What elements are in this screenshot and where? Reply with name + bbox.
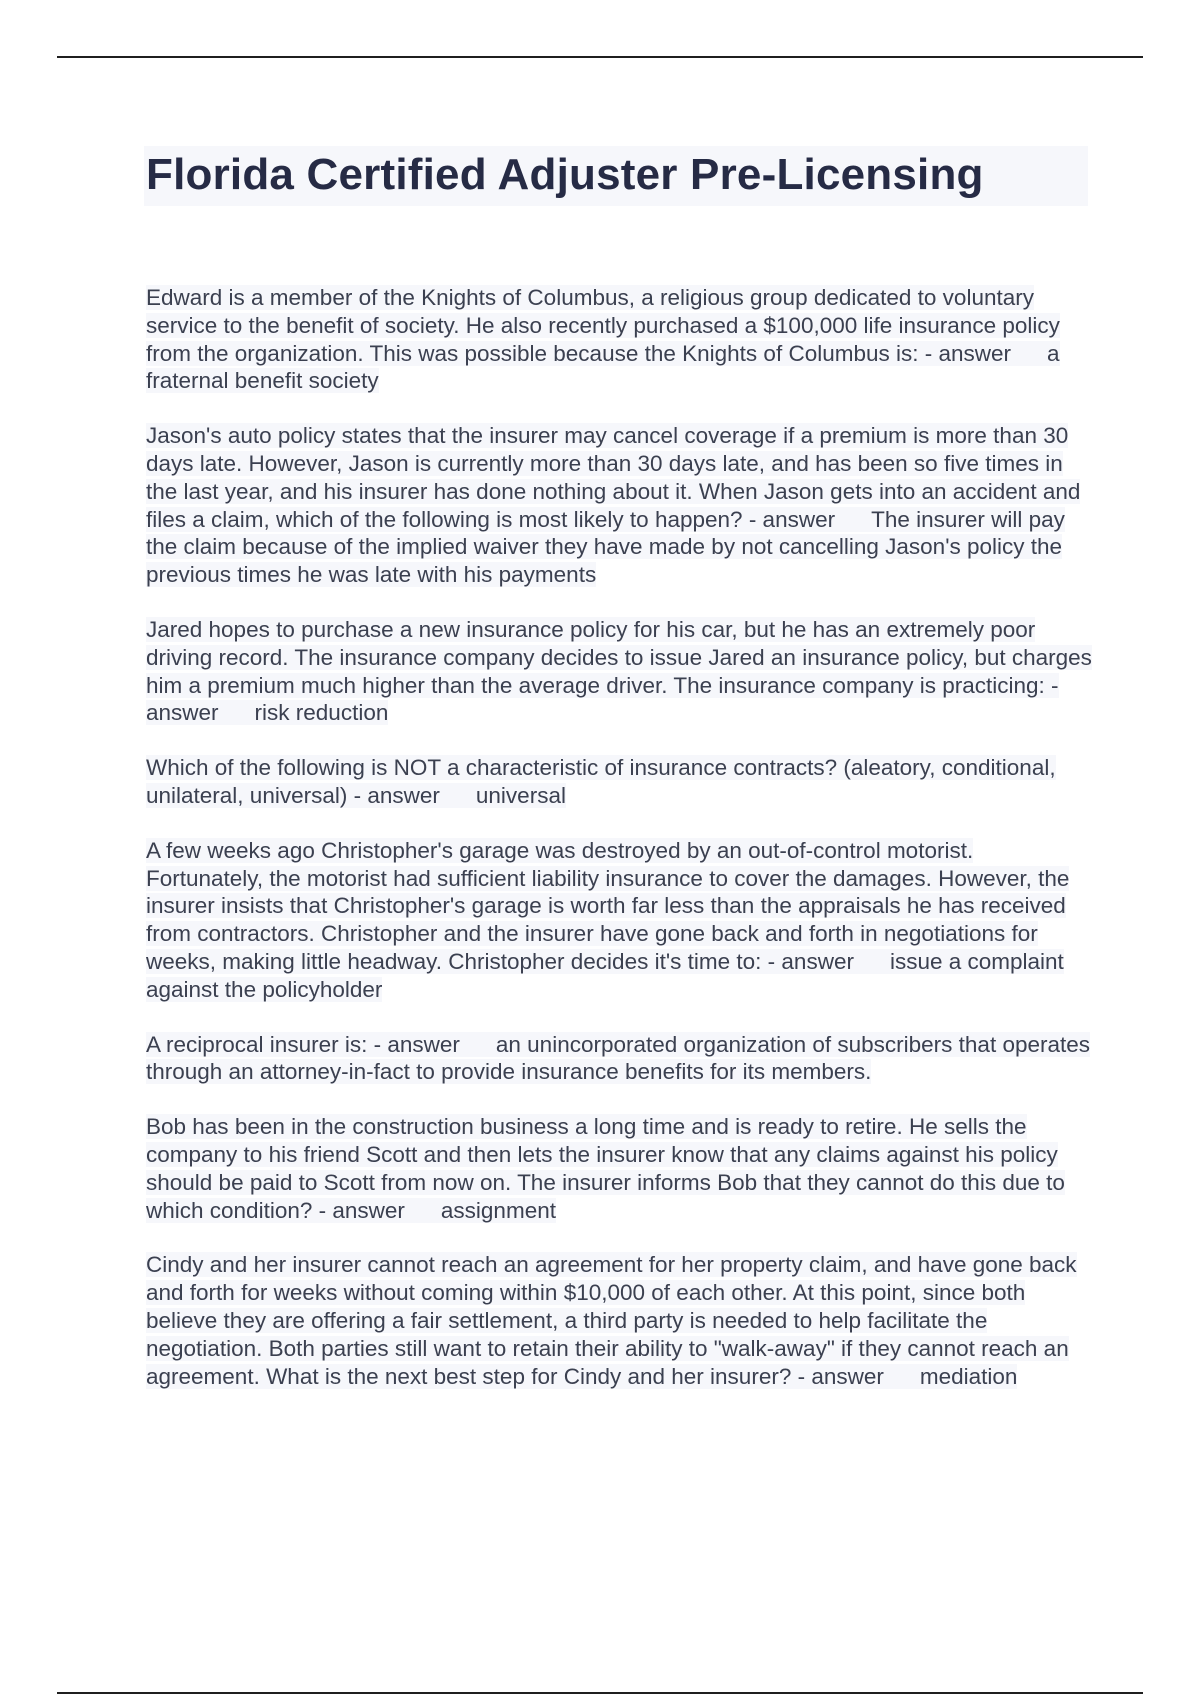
answer-marker: - answer — [797, 1363, 884, 1389]
question-text: Jason's auto policy states that the insurer may cancel coverage if a premium is more than 30 days late. However, Jason is currently more than 30 days late, and has been so five times in the last year, and his insurer has done nothing about it. When Jason gets into an accident and files a claim, which of the following is most likely to happen? — [146, 423, 1081, 532]
qa-item — [146, 616, 1096, 727]
question-text: A few weeks ago Christopher's garage was destroyed by an out-of-control motorist. Fortunately, the motorist had sufficient liability insurance to cover the damages. However, the insurer insists that Christopher's garage is worth far less than the appraisals he has received from contractors. Christopher and the insurer have gone back and forth in negotiations for weeks, making little headway. Christopher decides it's time to: — [146, 837, 1070, 974]
answer-text: risk reduction — [254, 700, 389, 726]
qa-item — [146, 837, 1096, 1004]
answer-marker: - answer — [924, 340, 1012, 366]
answer-text: an unincorporated organization of subscribers that operates through an attorney-in-fact to provide insurance benefits for its members. — [146, 1031, 1091, 1085]
qa-item — [146, 1113, 1096, 1224]
answer-text: issue a complaint against the policyholder — [146, 948, 1064, 1002]
qa-item — [146, 284, 1096, 395]
answer-marker: - answer — [353, 782, 440, 808]
answer-marker: - answer — [748, 506, 836, 532]
answer-text: assignment — [440, 1197, 556, 1223]
answer-text: The insurer will pay the claim because of the implied waiver they have made by not cancelling Jason's policy the previous times he was late with his payments — [146, 506, 1065, 588]
qa-item — [146, 1251, 1096, 1390]
qa-item — [146, 422, 1096, 589]
question-text: Edward is a member of the Knights of Columbus, a religious group dedicated to voluntary service to the benefit of society. He also recently purchased a $100,000 life insurance policy from the organization. This was possible because the Knights of Columbus is: — [146, 285, 1060, 366]
qa-list — [146, 284, 1096, 1417]
qa-item — [146, 754, 1096, 810]
question-text: A reciprocal insurer is: — [146, 1031, 368, 1057]
document-title: Florida Certified Adjuster Pre-Licensing — [144, 146, 1088, 206]
answer-marker: - answer — [146, 672, 1059, 726]
answer-text: universal — [475, 782, 566, 808]
question-text: Bob has been in the construction business a long time and is ready to retire. He sells the company to his friend Scott and then lets the insurer know that any claims against his policy should be paid to Scott from now on. The insurer informs Bob that they cannot do this due to which condition? — [146, 1114, 1065, 1223]
answer-text: mediation — [919, 1363, 1018, 1389]
answer-marker: - answer — [767, 948, 854, 974]
top-divider — [57, 56, 1143, 58]
question-text: Which of the following is NOT a characteristic of insurance contracts? (aleatory, conditional, unilateral, universal) — [146, 755, 1056, 808]
answer-marker: - answer — [373, 1031, 460, 1057]
bottom-divider — [57, 1692, 1143, 1694]
answer-marker: - answer — [318, 1197, 405, 1223]
question-text: Cindy and her insurer cannot reach an agreement for her property claim, and have gone back and forth for weeks without coming within $10,000 of each other. At this point, since both believe they are offering a fair settlement, a third party is needed to help facilitate the negotiation. Both parties still want to retain their ability to "walk-away" if they cannot reach an agreement. What is the next best step for Cindy and her insurer? — [146, 1252, 1077, 1389]
question-text: Jared hopes to purchase a new insurance policy for his car, but he has an extremely poor driving record. The insurance company decides to issue Jared an insurance policy, but charges him a premium much higher than the average driver. The insurance company is practicing: — [146, 616, 1092, 698]
answer-text: a fraternal benefit society — [146, 340, 1060, 394]
qa-item — [146, 1031, 1096, 1087]
